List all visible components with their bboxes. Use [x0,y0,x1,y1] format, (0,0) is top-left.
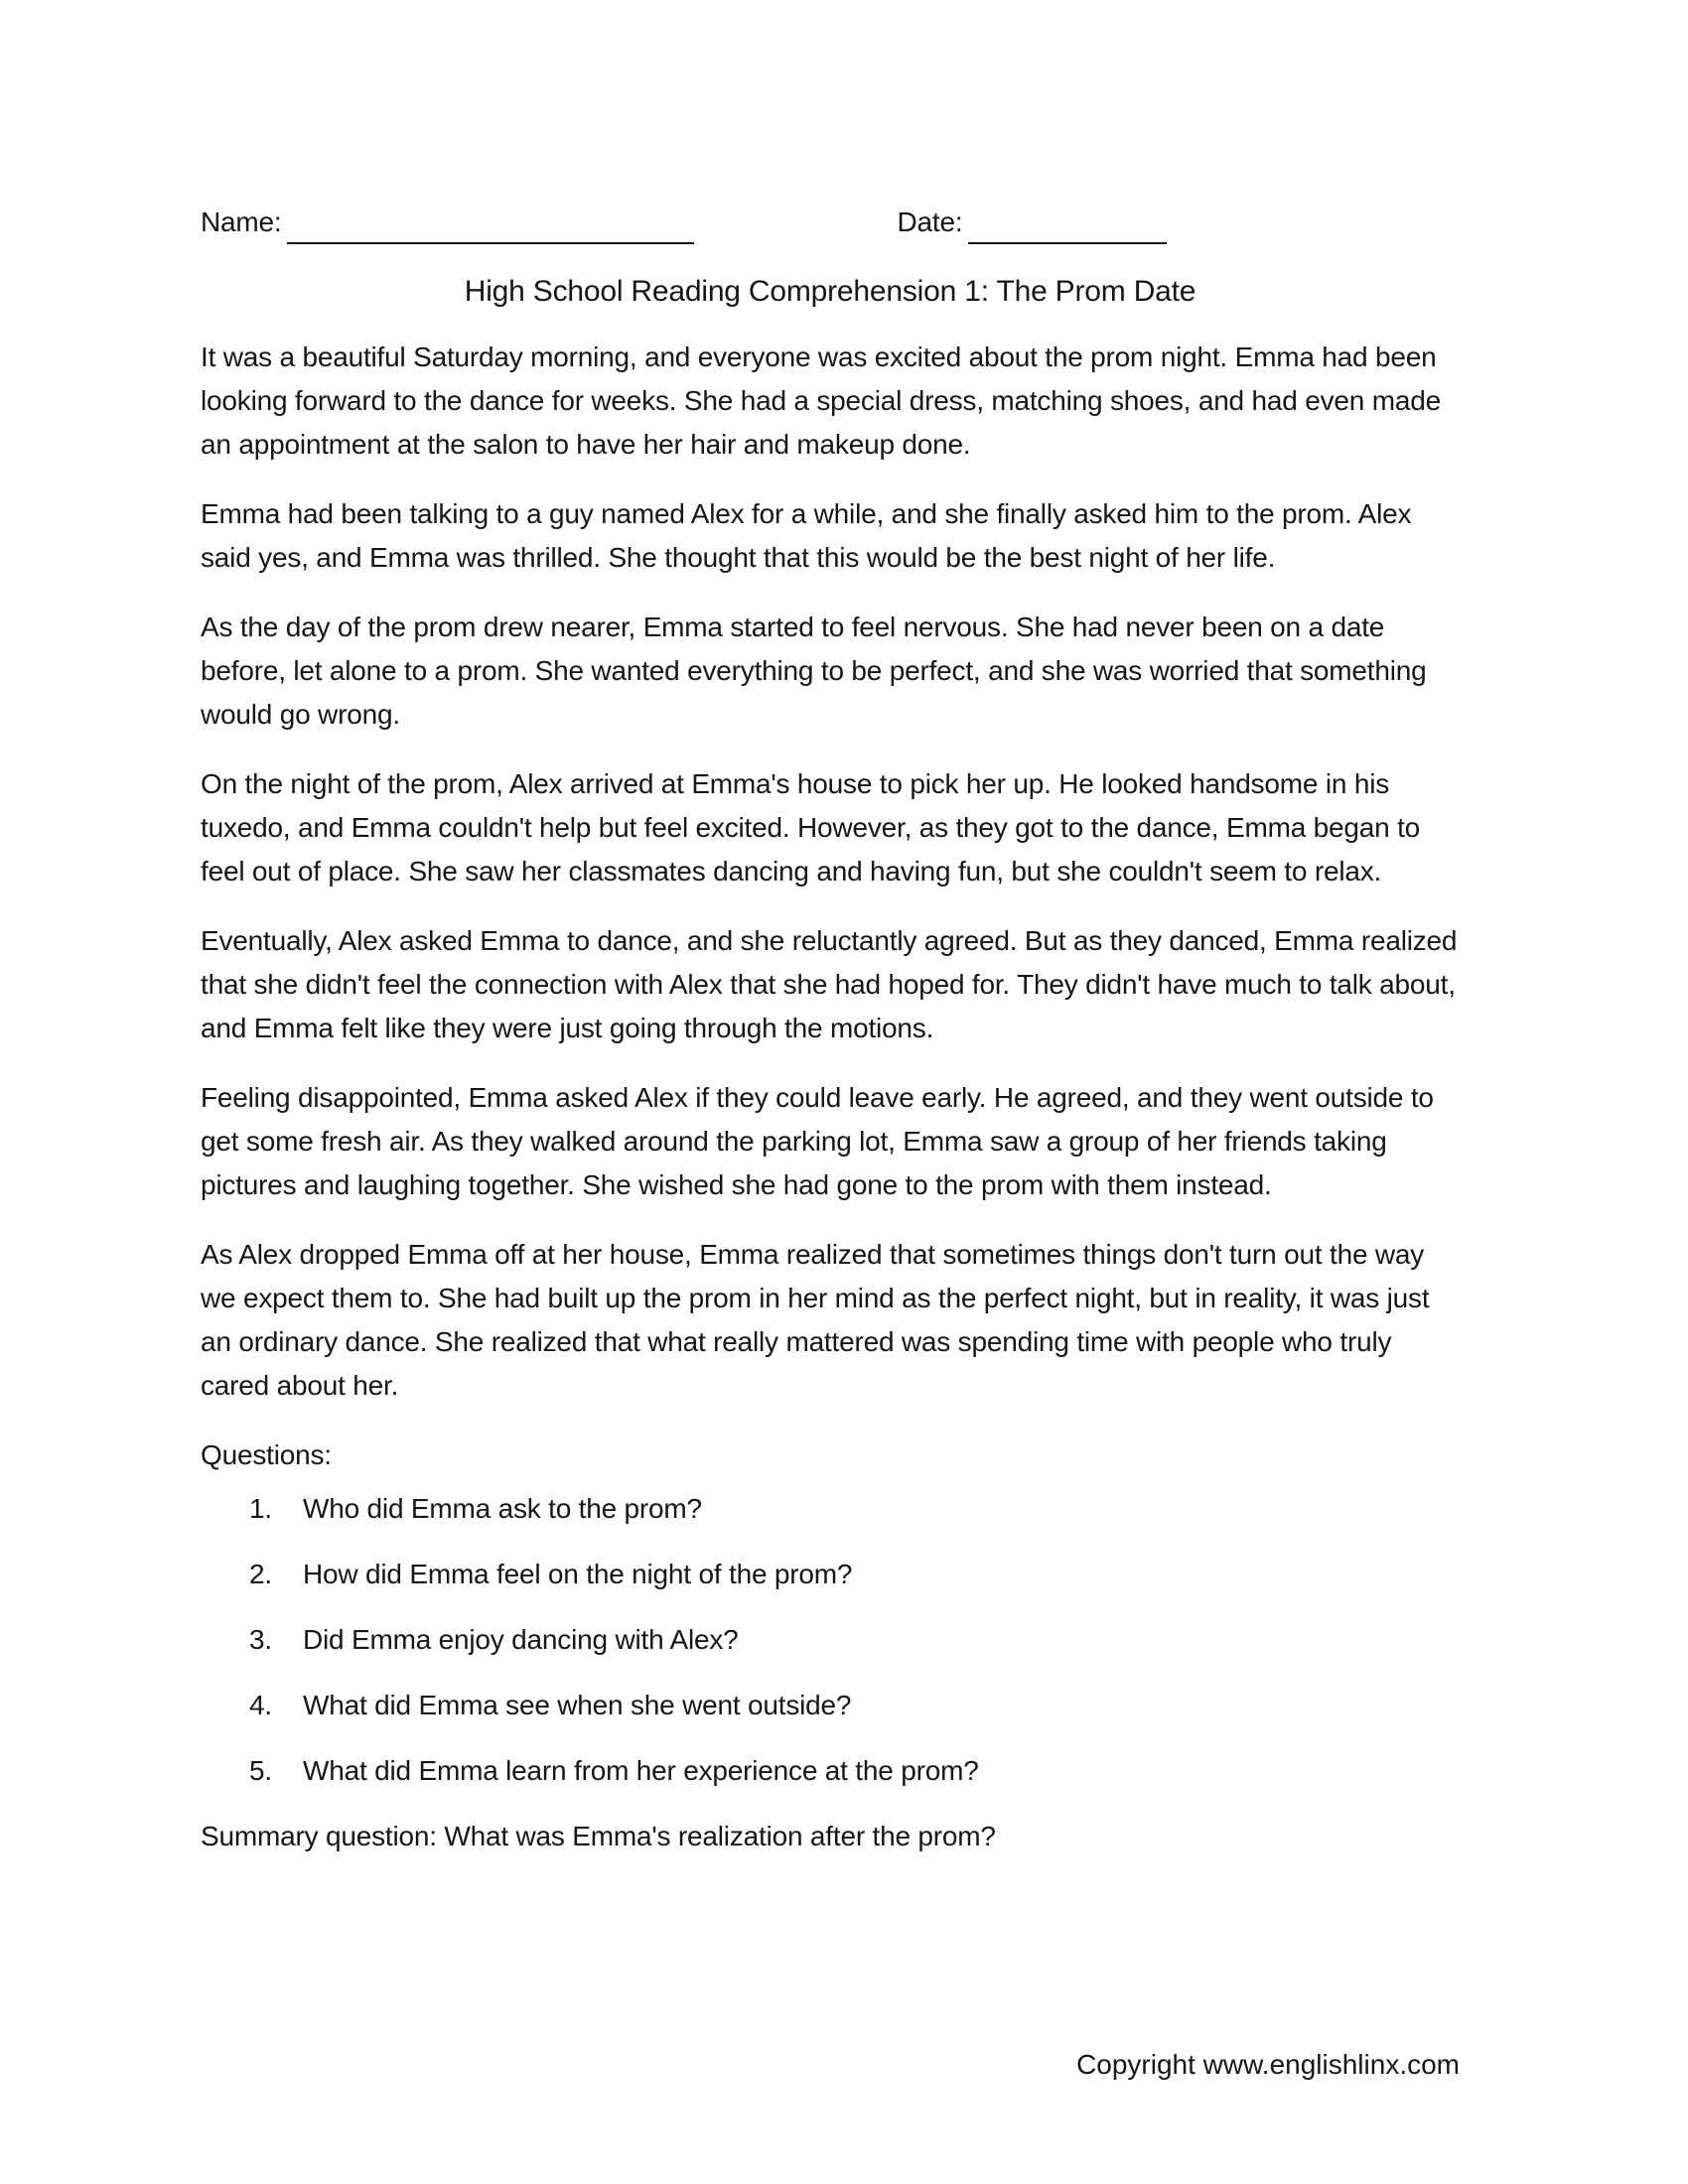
date-blank-line [968,208,1167,244]
story-paragraph: Feeling disappointed, Emma asked Alex if they could leave early. He agreed, and they went outside to get some fresh air. As they walked around the parking lot, Emma saw a group of her friends taking pictures and laughing together. She wished she had gone to the prom with them instead. [201,1082,1434,1200]
story-paragraph: As Alex dropped Emma off at her house, Emma realized that sometimes things don't turn out the way we expect them to. She had built up the prom in her mind as the perfect night, but in reality, it was just an ordinary dance. She realized that what really mattered was spending time with people who truly cared about her. [201,1239,1430,1401]
worksheet-content [201,199,1460,1886]
question-number: 5. [249,1755,272,1786]
question-item [201,1487,1460,1531]
story-paragraph: As the day of the prom drew nearer, Emma started to feel nervous. She had never been on a date before, let alone to a prom. She wanted everything to be perfect, and she was worried that something would go wrong. [201,612,1427,730]
question-text: What did Emma see when she went outside? [303,1690,852,1720]
question-text: Who did Emma ask to the prom? [303,1493,702,1524]
story-paragraph: Eventually, Alex asked Emma to dance, and she reluctantly agreed. But as they danced, Emma realized that she didn't feel the connection with Alex that she had hoped for. They didn't have much to talk about, and Emma felt like they were just going through the motions. [201,925,1458,1043]
date-label: Date: [897,206,963,237]
story-paragraph: Emma had been talking to a guy named Alex for a while, and she finally asked him to the prom. Alex said yes, and Emma was thrilled. She thought that this would be the best night of her life. [201,498,1412,573]
question-item [201,1684,1460,1727]
question-number: 1. [249,1493,272,1524]
question-number: 3. [249,1624,272,1655]
question-text: Did Emma enjoy dancing with Alex? [303,1624,739,1655]
question-item [201,1618,1460,1662]
question-item [201,1553,1460,1596]
header-row [201,199,1460,244]
name-label: Name: [201,206,282,237]
summary-question: Summary question: What was Emma's realization after the prom? [201,1821,996,1851]
question-text: What did Emma learn from her experience at the prom? [303,1755,979,1786]
question-number: 4. [249,1690,272,1720]
story-paragraph: On the night of the prom, Alex arrived at Emma's house to pick her up. He looked handsome in his tuxedo, and Emma couldn't help but feel excited. However, as they got to the dance, Emma began to feel out of place. She saw her classmates dancing and having fun, but she couldn't seem to relax. [201,768,1421,887]
questions-list [201,1487,1460,1793]
question-number: 2. [249,1559,272,1589]
question-text: How did Emma feel on the night of the prom? [303,1559,853,1589]
story-body [201,336,1460,1408]
page-title: High School Reading Comprehension 1: The Prom Date [464,275,1196,308]
name-blank-line [287,208,694,244]
date-group [897,201,1167,244]
questions-heading: Questions: [201,1439,332,1470]
copyright-footer: Copyright www.englishlinx.com [1076,2049,1460,2080]
question-item [201,1749,1460,1793]
story-paragraph: It was a beautiful Saturday morning, and everyone was excited about the prom night. Emma had been looking forward to the dance for weeks. She had a special dress, matching shoes, and had even made an appointment at the salon to have her hair and makeup done. [201,341,1441,460]
